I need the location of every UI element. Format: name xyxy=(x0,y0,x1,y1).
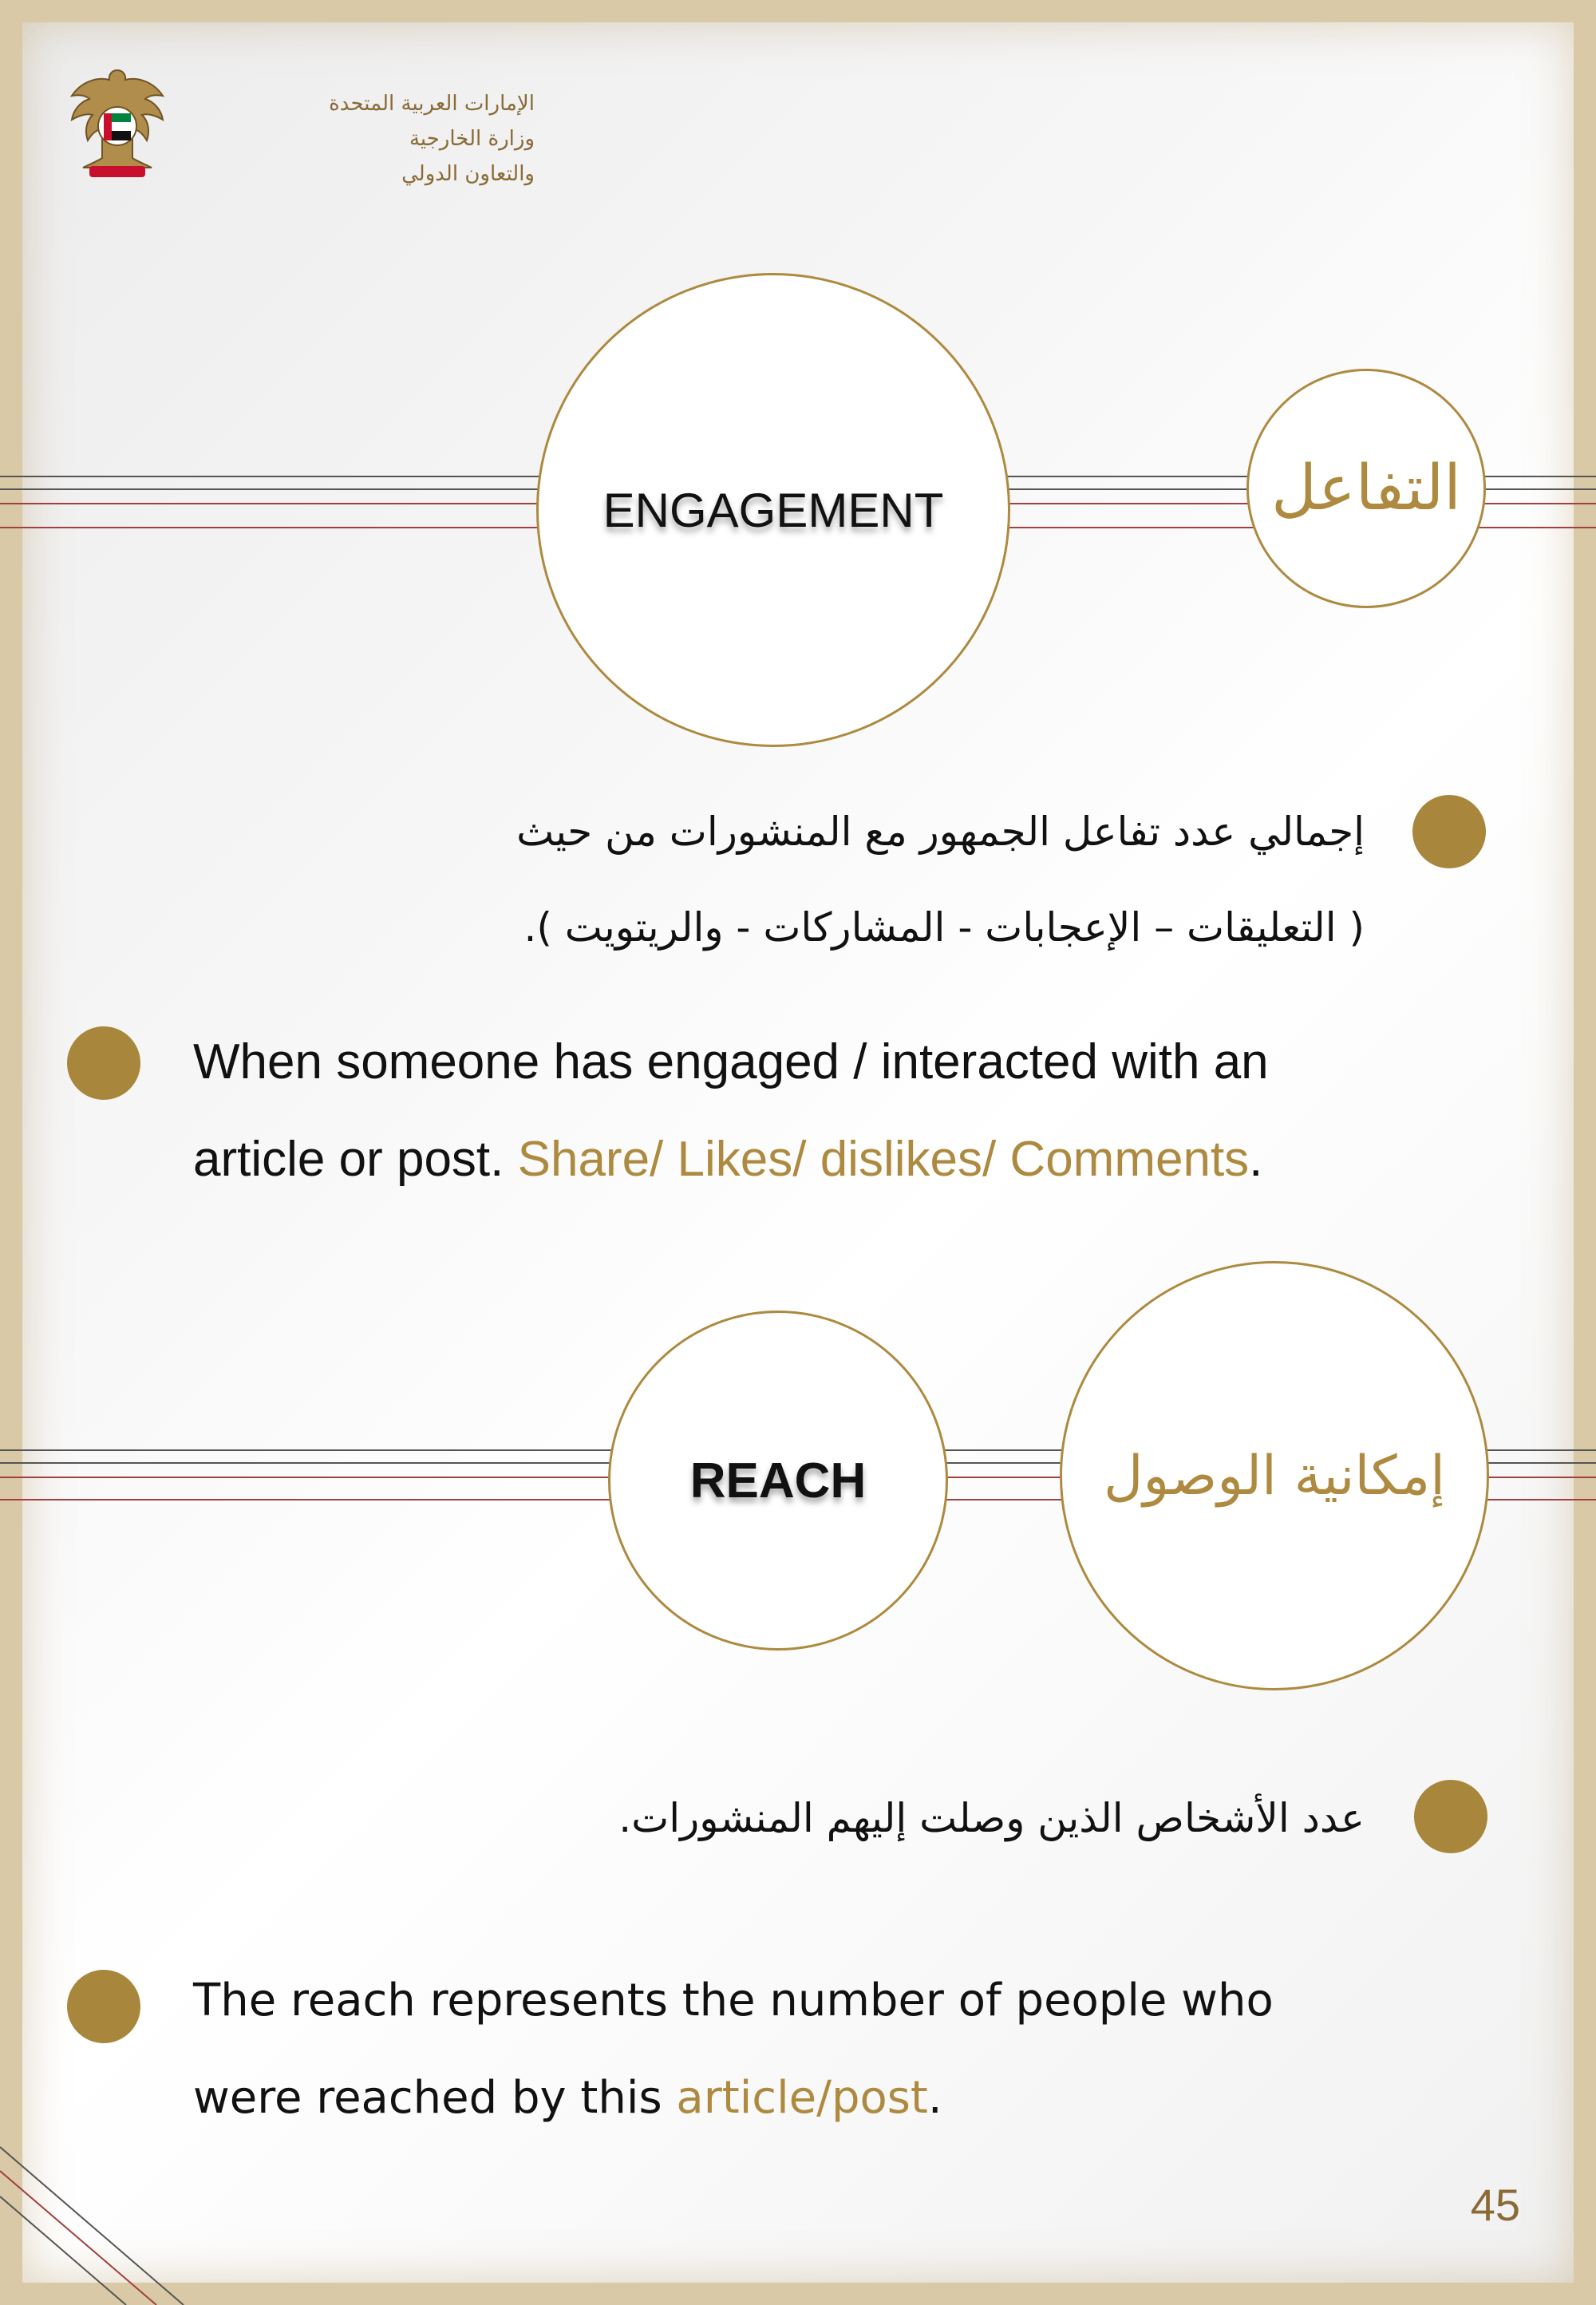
gold-circle-bullet-icon xyxy=(67,1026,140,1100)
engagement-highlight: Share/ Likes/ dislikes/ Comments xyxy=(517,1132,1250,1187)
reach-english-line-1: The reach represents the number of people who xyxy=(193,1975,1274,2026)
reach-highlight: article/post xyxy=(676,2072,928,2124)
engagement-english-text xyxy=(193,1014,1422,1208)
reach-arabic-text xyxy=(303,1770,1365,1866)
reach-english-text-part: were reached by this xyxy=(193,2072,677,2124)
engagement-circle xyxy=(536,273,1010,747)
reach-arabic-line-1: عدد الأشخاص الذين وصلت إليهم المنشورات. xyxy=(618,1795,1365,1841)
engagement-title-en: ENGAGEMENT xyxy=(602,483,944,537)
reach-period: . xyxy=(927,2072,942,2124)
engagement-title-ar: التفاعل xyxy=(1271,453,1461,524)
org-line-2: وزارة الخارجية xyxy=(409,127,535,151)
reach-arabic-circle xyxy=(1060,1261,1489,1690)
gold-circle-bullet-icon xyxy=(67,1970,140,2043)
engagement-english-line-1: When someone has engaged / interacted with an xyxy=(193,1034,1269,1089)
engagement-english-text-part: article or post. xyxy=(193,1132,518,1187)
engagement-arabic-line-2: ( التعليقات – الإعجابات - المشاركات - والريتويت ). xyxy=(523,904,1365,951)
reach-title-ar: إمكانية الوصول xyxy=(1103,1444,1446,1508)
organization-name xyxy=(184,86,535,192)
org-line-1: الإمارات العربية المتحدة xyxy=(329,92,535,116)
gold-circle-bullet-icon xyxy=(1414,1780,1487,1853)
engagement-arabic-text xyxy=(303,784,1365,975)
uae-eagle-emblem-icon xyxy=(65,64,169,184)
engagement-arabic-line-1: إجمالي عدد تفاعل الجمهور مع المنشورات من حيث xyxy=(516,809,1365,855)
engagement-arabic-circle xyxy=(1246,369,1486,608)
decorative-diagonal-lines xyxy=(0,2123,207,2305)
engagement-english-line-2 xyxy=(193,1111,1422,1208)
page-number: 45 xyxy=(1470,2180,1520,2230)
reach-english-line-2 xyxy=(193,2050,1422,2147)
reach-english-text xyxy=(193,1952,1422,2147)
reach-title-en: REACH xyxy=(689,1453,867,1508)
reach-circle xyxy=(608,1311,948,1651)
org-line-3: والتعاون الدولي xyxy=(401,162,535,186)
engagement-period: . xyxy=(1249,1132,1263,1187)
gold-circle-bullet-icon xyxy=(1412,795,1486,868)
